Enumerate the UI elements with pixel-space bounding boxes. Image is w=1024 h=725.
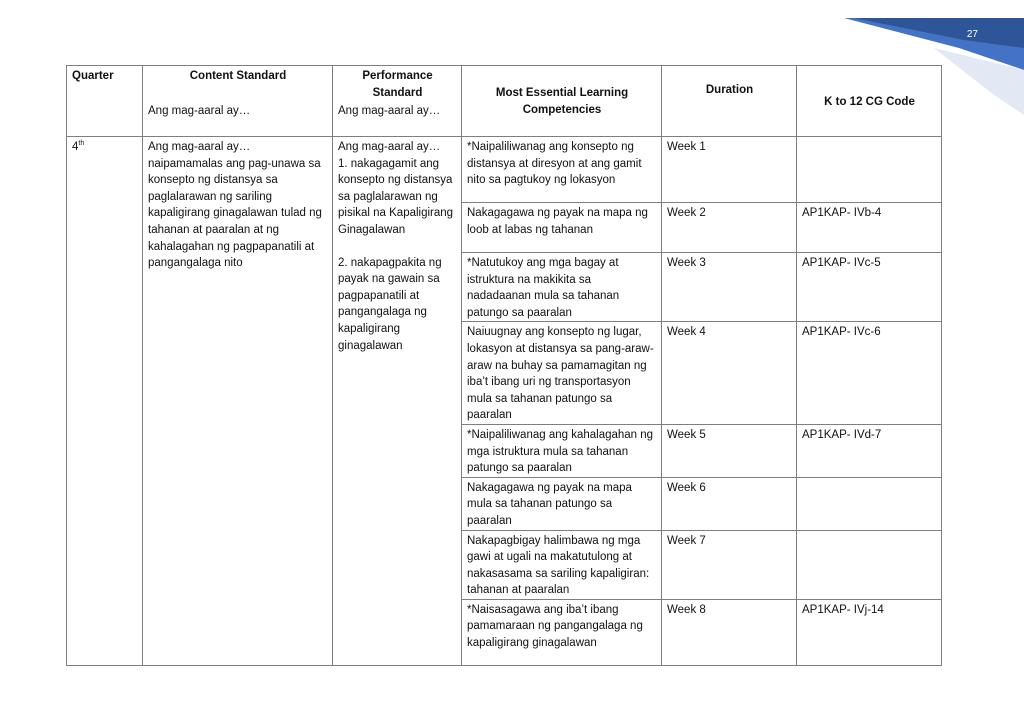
- header-performance-standard: Performance Standard Ang mag-aaral ay…: [333, 66, 462, 137]
- content-standard-cell: [143, 137, 333, 666]
- header-code: K to 12 CG Code: [797, 66, 942, 137]
- quarter-number: 4: [72, 141, 79, 153]
- performance-standard-sub-header: Ang mag-aaral ay…: [338, 105, 441, 118]
- header-duration: Duration: [662, 66, 797, 137]
- code-cell: [797, 530, 942, 599]
- curriculum-table: [66, 65, 942, 666]
- code-cell: AP1KAP- IVc-6: [797, 322, 942, 425]
- competency-cell: Nakagagawa ng payak na mapa ng loob at labas ng tahanan: [462, 203, 662, 253]
- duration-cell: Week 6: [662, 477, 797, 530]
- competency-cell: *Natutukoy ang mga bagay at istruktura na makikita sa nadadaanan mula sa tahanan patungo sa paaralan: [462, 253, 662, 322]
- performance-standard-intro: Ang mag-aaral ay…: [338, 141, 441, 153]
- content-standard-sub-header: Ang mag-aaral ay…: [148, 104, 251, 117]
- duration-cell: Week 1: [662, 137, 797, 203]
- code-cell: AP1KAP- IVd-7: [797, 424, 942, 477]
- duration-cell: Week 2: [662, 203, 797, 253]
- page-number: 27: [966, 29, 978, 40]
- quarter-cell: [67, 137, 143, 666]
- code-cell: AP1KAP- IVj-14: [797, 599, 942, 665]
- competency-cell: *Naipaliliwanag ang kahalagahan ng mga istruktura mula sa tahanan patungo sa paaralan: [462, 424, 662, 477]
- duration-cell: Week 3: [662, 253, 797, 322]
- content-standard-text: naipamamalas ang pag-unawa sa konsepto ng distansya sa paglalarawan ng sariling kapaligirang ginagalawan tulad ng tahanan at paaralan at ng kahalagahan ng pagpapanatili at pangangalaga nito: [148, 157, 322, 270]
- code-cell: [797, 477, 942, 530]
- header-competencies: Most Essential Learning Competencies: [462, 66, 662, 137]
- competency-cell: *Naipaliliwanag ang konsepto ng distansya at diresyon at ang gamit nito sa pagtukoy ng lokasyon: [462, 137, 662, 203]
- duration-cell: Week 8: [662, 599, 797, 665]
- competency-cell: Naiuugnay ang konsepto ng lugar, lokasyon at distansya sa pang-araw-araw na buhay sa pamamagitan ng iba’t ibang uri ng transportasyon mula sa tahanan patungo sa paaralan: [462, 322, 662, 425]
- performance-standard-item-2: 2. nakapagpakita ng payak na gawain sa pagpapanatili at pangangalaga ng kapaligirang ginagalawan: [338, 256, 442, 352]
- corner-shape-dark: [854, 18, 1024, 48]
- code-cell: [797, 137, 942, 203]
- header-content-standard: Content Standard Ang mag-aaral ay…: [143, 66, 333, 137]
- table-row: [67, 137, 942, 203]
- performance-standard-cell: [333, 137, 462, 666]
- header-row: [67, 66, 942, 137]
- code-cell: AP1KAP- IVb-4: [797, 203, 942, 253]
- competency-cell: Nakapagbigay halimbawa ng mga gawi at ugali na makatutulong at nakasasama sa sariling kapaligiran: tahanan at paaralan: [462, 530, 662, 599]
- duration-cell: Week 4: [662, 322, 797, 425]
- competency-cell: Nakagagawa ng payak na mapa mula sa tahanan patungo sa paaralan: [462, 477, 662, 530]
- content-standard-intro: Ang mag-aaral ay…: [148, 141, 251, 153]
- code-cell: AP1KAP- IVc-5: [797, 253, 942, 322]
- competency-cell: *Naisasagawa ang iba’t ibang pamamaraan ng pangangalaga ng kapaligirang ginagalawan: [462, 599, 662, 665]
- header-quarter: Quarter: [67, 66, 143, 137]
- duration-cell: Week 7: [662, 530, 797, 599]
- quarter-suffix: th: [78, 140, 85, 148]
- performance-standard-item-1: 1. nakagagamit ang konsepto ng distansya sa paglalarawan ng pisikal na Kapaligirang Ginagalawan: [338, 157, 454, 236]
- duration-cell: Week 5: [662, 424, 797, 477]
